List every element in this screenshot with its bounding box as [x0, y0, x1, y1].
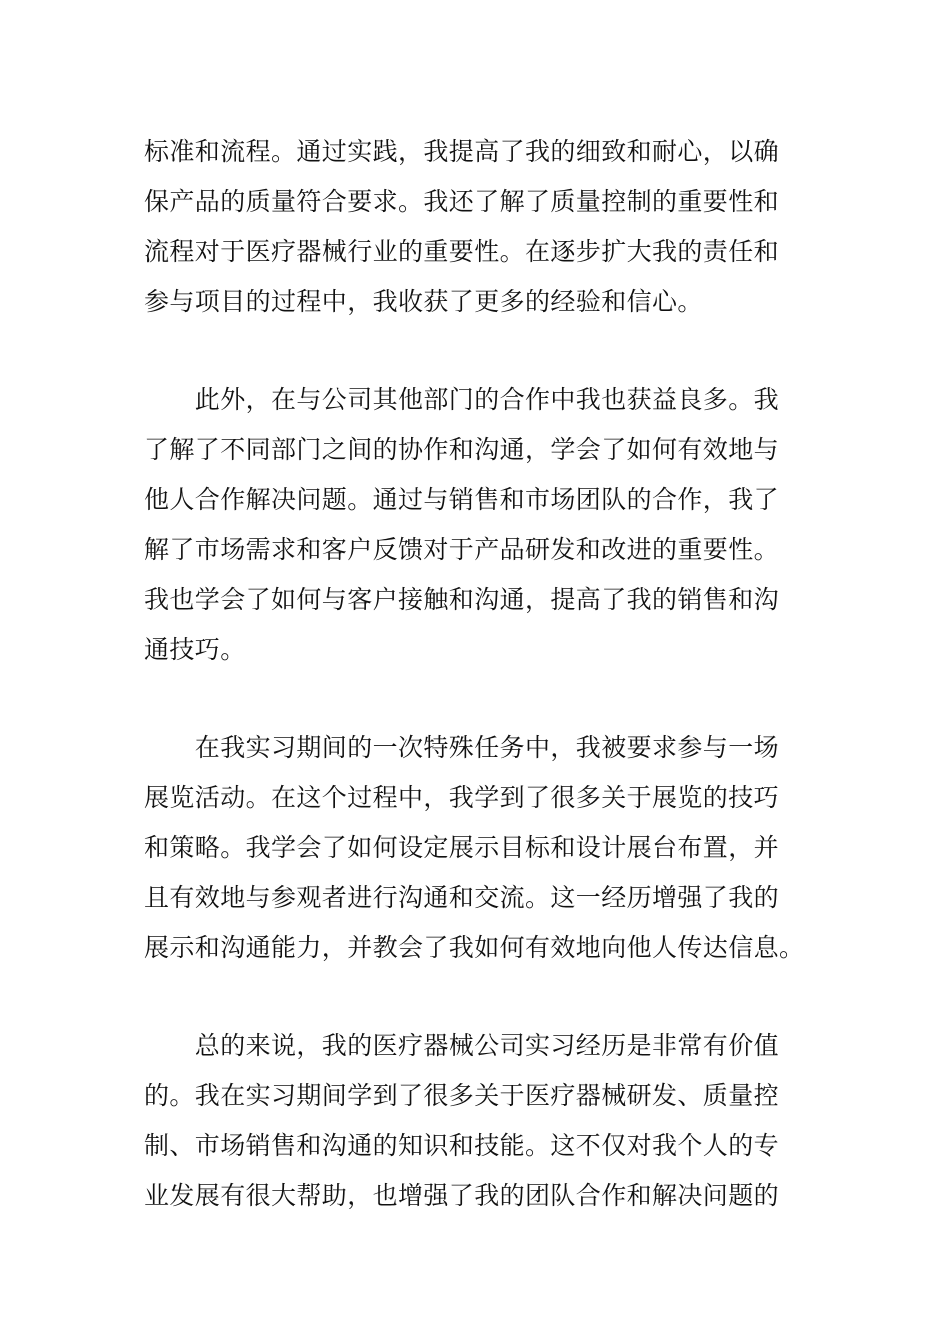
paragraph-summary	[144, 1021, 814, 1221]
text-line: 总的来说，我的医疗器械公司实习经历是非常有价值	[144, 1031, 780, 1060]
text-line: 标准和流程。通过实践，我提高了我的细致和耐心，以确	[144, 137, 780, 166]
text-line: 展示和沟通能力，并教会了我如何有效地向他人传达信息。	[144, 933, 805, 962]
paragraph-exhibition	[144, 723, 814, 973]
paragraph-quality-control	[144, 127, 814, 327]
text-line: 在我实习期间的一次特殊任务中，我被要求参与一场	[144, 733, 780, 762]
text-line: 流程对于医疗器械行业的重要性。在逐步扩大我的责任和	[144, 237, 780, 266]
text-line: 保产品的质量符合要求。我还了解了质量控制的重要性和	[144, 187, 780, 216]
text-line: 了解了不同部门之间的协作和沟通，学会了如何有效地与	[144, 435, 780, 464]
text-line: 解了市场需求和客户反馈对于产品研发和改进的重要性。	[144, 535, 780, 564]
text-line: 此外，在与公司其他部门的合作中我也获益良多。我	[144, 385, 780, 414]
text-line: 参与项目的过程中，我收获了更多的经验和信心。	[144, 287, 703, 316]
text-line: 制、市场销售和沟通的知识和技能。这不仅对我个人的专	[144, 1131, 780, 1160]
text-line: 他人合作解决问题。通过与销售和市场团队的合作，我了	[144, 485, 780, 514]
text-line: 展览活动。在这个过程中，我学到了很多关于展览的技巧	[144, 783, 780, 812]
text-line: 业发展有很大帮助，也增强了我的团队合作和解决问题的	[144, 1181, 780, 1210]
text-line: 且有效地与参观者进行沟通和交流。这一经历增强了我的	[144, 883, 780, 912]
text-line: 的。我在实习期间学到了很多关于医疗器械研发、质量控	[144, 1081, 780, 1110]
text-line: 通技巧。	[144, 635, 246, 664]
text-line: 我也学会了如何与客户接触和沟通，提高了我的销售和沟	[144, 585, 780, 614]
paragraph-cooperation	[144, 375, 814, 675]
text-line: 和策略。我学会了如何设定展示目标和设计展台布置，并	[144, 833, 780, 862]
